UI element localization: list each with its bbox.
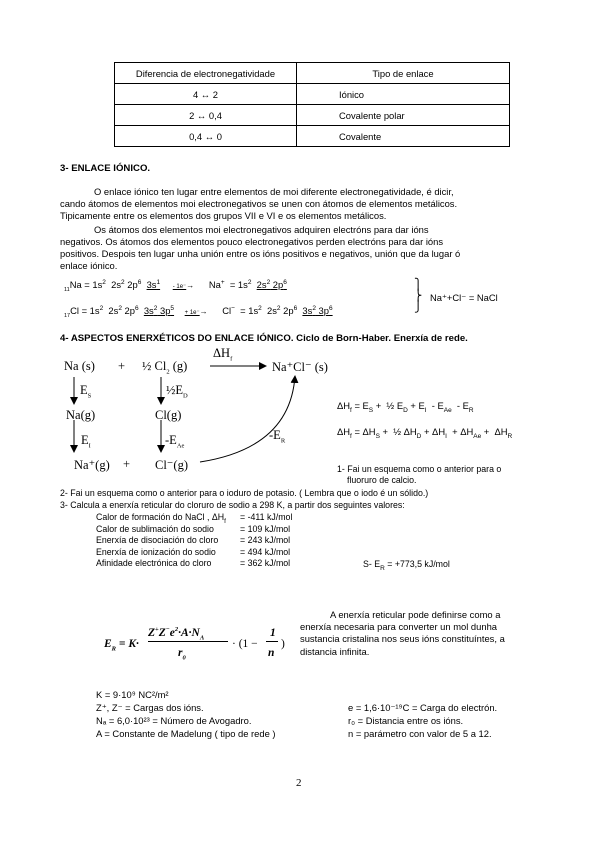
text-line: fluoruro de calcio. [347,475,417,485]
na-config-line: $_{11}Na = 1s^2$ $2s^2$ $2p^6$ $3s^1 - 1e^-\to Na^+ = 1s^2$ $2s^2$ $2p^6$ [64,278,287,293]
table-cell-type: Covalente [297,126,510,147]
er-label: $-E_R$ [269,428,286,445]
values-numbers [240,512,292,570]
cl-config-line: $_{17}Cl = 1s^2$ $2s^2$ $2p^6$ $3s^2$ $3p^5 + 1e^-\to Cl^- = 1s^2$ $2s^2$ $2p^6$ $3s^2$ $3p^6$ [64,304,333,319]
section3-title: 3- ENLACE IÓNICO. [60,163,151,174]
text-line: A enerxía reticular pode definirse como a [330,609,501,620]
lattice-definition [300,609,505,658]
value-label: Enerxía de ionización do sodio [96,546,216,557]
constant-line: Nₐ = 6,0·10²³ = Número de Avogadro. [96,715,252,726]
value-label: Afinidade electrónica do cloro [96,558,212,569]
constant-line: r₀ = Distancia entre os ións. [348,715,464,726]
constants-right [348,701,497,740]
constant-line: e = 1,6·10⁻¹⁹C = Carga do electrón. [348,702,498,713]
eae-label: $-E_{Ae}$ [165,433,185,450]
es-label: $E_S$ [80,383,92,400]
er-arrow [200,376,295,462]
gain-electron-arrow: + 1e⁻ [184,310,200,316]
table-header-cell: Diferencia de electronegatividade [115,63,297,84]
constant-line: A = Constante de Madelung ( tipo de rede ) [96,728,276,739]
text-line: enlace iónico. [60,260,118,271]
electronegativity-table [114,62,510,147]
task-2: 2- Fai un esquema como o anterior para o ioduro de potasio. ( Lembra que o iodo é un sólido.) [60,488,429,498]
task-3: 3- Calcula a enerxía reticular do cloruro de sodio a 298 K, a partir dos seguintes valores: [60,500,405,510]
value-number: = 243 kJ/mol [240,535,291,546]
text-line: cando átomos de elementos moi electronegativos se unen con átomos de elementos metálicos. [60,198,458,209]
table-header-cell: Tipo de enlace [297,63,510,84]
equation-2: $\Delta H_f = \Delta H_S$ + ½ $\Delta H_D + \Delta H_I + \Delta H_{Ae} + \Delta H_R$ [337,426,513,440]
lose-electron-arrow: - 1e⁻ [172,284,187,290]
text-line: sustancia cristalina nos seus ións constituíntes, a [300,633,505,645]
constants-left [96,688,276,740]
table-row [115,105,510,126]
table-header-row [115,63,510,84]
cl-gas: Cl(g) [155,408,182,422]
value-label: Calor de formación do NaCl , $\Delta H_f$ [96,512,226,525]
atomic-number: 17 [64,312,71,319]
table-cell-range: 4 ↔ 2 [115,84,297,105]
value-number: = 109 kJ/mol [240,523,291,534]
equation-1: $\Delta H_f = E_S$ + ½ $E_D + E_I - E_{Ae} - E_R$ [337,400,474,414]
value-number: = -411 kJ/mol [240,512,293,522]
table-row [115,126,510,147]
value-number: = 494 kJ/mol [240,546,291,557]
solution: S- $E_R = +773,5$ kJ/mol [363,559,450,572]
value-label: Calor de sublimación do sodio [96,523,214,534]
table-row [115,84,510,105]
text-line: distancia infinita. [300,645,370,657]
cl-ion-gas: Cl⁻(g) [155,458,188,472]
text-line: Os átomos dos elementos moi electronegativos adquiren electróns para dar ións [94,224,429,235]
nacl-result: Na⁺+Cl⁻ = NaCl [430,292,498,303]
half-cl2: ½ $Cl_2$ (g) [142,359,188,376]
value-number: = 362 kJ/mol [240,558,291,569]
constant-line: Z⁺, Z⁻ = Cargas dos ións. [96,702,204,713]
table-cell-range: 2 ↔ 0,4 [115,105,297,126]
plus-sign: + [118,359,126,373]
table-cell-range: 0,4 ↔ 0 [115,126,297,147]
task-1 [337,464,501,486]
na-solid: Na (s) [64,359,95,373]
na-ion-gas: Na⁺(g) [74,458,110,472]
table-cell-type: Iónico [297,84,510,105]
plus-sign: + [123,457,131,471]
values-labels [96,512,226,570]
text-line: positivos. Despois ten lugar unha unión entre os ións positivos e negativos, unión que da lugar ó [60,248,461,259]
table-cell-type: Covalente polar [297,105,510,126]
atomic-number: 11 [64,286,70,293]
section3-paragraph-2 [60,224,538,272]
na-gas: Na(g) [66,408,96,422]
page-number: 2 [296,777,302,789]
text-line: enerxía necesaria para converter un mol dunha [300,621,497,633]
section4-title: 4- ASPECTOS ENERXÉTICOS DO ENLACE IÓNICO. Ciclo de Born-Haber. Enerxía de rede. [60,333,468,344]
section3-paragraph-1 [60,186,538,222]
text-line: O enlace iónico ten lugar entre elementos de moi diferente electronegatividade, é dicir, [94,186,454,197]
text-line: Tipicamente entre os elementos dos grupos VII e VI e os elementos metálicos. [60,210,387,221]
constant-line: n = parámetro con valor de 5 a 12. [348,728,492,739]
brace: ⎫ ⎬ ⎭ [414,279,423,313]
text-line: negativos. Os átomos dos elementos pouco electronegativos perden electróns para dar ións [60,236,444,247]
text-line: 1- Fai un esquema como o anterior para o [337,464,502,474]
ei-label: $E_I$ [81,433,91,450]
dhf-label: $\Delta H_f$ [213,346,233,363]
ed-label: $\frac{1}{2}E_D$ [166,383,188,400]
nacl-solid: Na⁺Cl⁻ (s) [272,360,328,374]
value-label: Enerxía de disociación do cloro [96,535,219,546]
constant-line: K = 9·10⁹ NC²/m² [96,689,169,700]
